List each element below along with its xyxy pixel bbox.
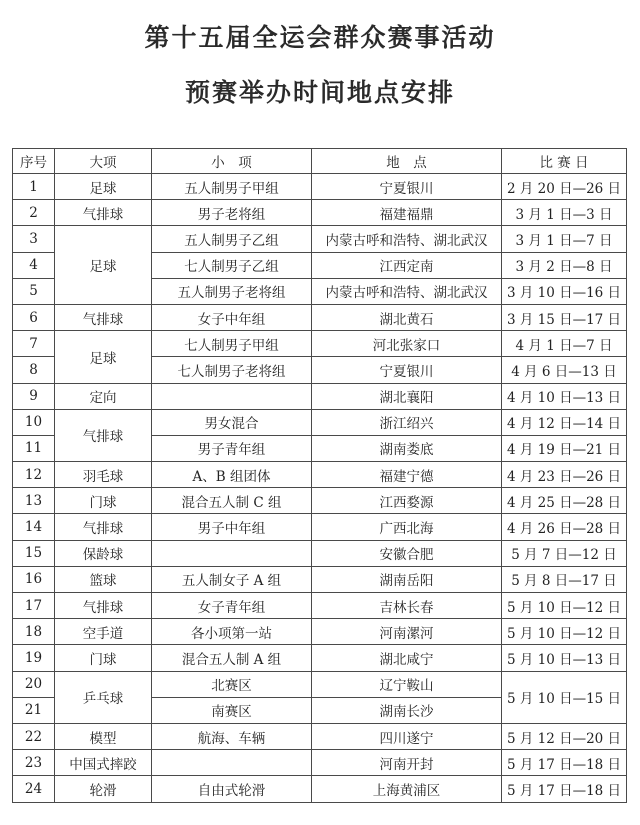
row-number-cell: 20 [13, 671, 55, 697]
location-cell: 湖南长沙 [312, 697, 502, 723]
location-cell: 湖北黄石 [312, 304, 502, 330]
table-row [13, 488, 627, 514]
location-cell: 四川遂宁 [312, 723, 502, 749]
table-row [13, 619, 627, 645]
header-date: 比 赛 日 [502, 149, 627, 174]
schedule-table [12, 148, 627, 803]
date-cell: 3 月 1 日—7 日 [502, 226, 627, 252]
subevent-cell: 混合五人制 C 组 [152, 488, 312, 514]
location-cell: 安徽合肥 [312, 540, 502, 566]
event-cell: 气排球 [55, 304, 152, 330]
subevent-cell: 七人制男子老将组 [152, 357, 312, 383]
subevent-cell: 男女混合 [152, 409, 312, 435]
row-number-cell: 4 [13, 252, 55, 278]
date-cell: 4 月 25 日—28 日 [502, 488, 627, 514]
event-cell: 气排球 [55, 409, 152, 461]
table-row [13, 174, 627, 200]
subevent-cell: 女子中年组 [152, 304, 312, 330]
table-row [13, 540, 627, 566]
subevent-cell: 南赛区 [152, 697, 312, 723]
row-number-cell: 6 [13, 304, 55, 330]
row-number-cell: 12 [13, 462, 55, 488]
location-cell: 湖北咸宁 [312, 645, 502, 671]
location-cell: 浙江绍兴 [312, 409, 502, 435]
location-cell: 广西北海 [312, 514, 502, 540]
location-cell: 江西婺源 [312, 488, 502, 514]
row-number-cell: 2 [13, 200, 55, 226]
location-cell: 吉林长春 [312, 593, 502, 619]
row-number-cell: 5 [13, 278, 55, 304]
date-cell: 4 月 1 日—7 日 [502, 331, 627, 357]
event-cell: 定向 [55, 383, 152, 409]
date-cell: 3 月 10 日—16 日 [502, 278, 627, 304]
row-number-cell: 7 [13, 331, 55, 357]
row-number-cell: 9 [13, 383, 55, 409]
location-cell: 江西定南 [312, 252, 502, 278]
location-cell: 湖南娄底 [312, 435, 502, 461]
event-cell: 乒乓球 [55, 671, 152, 723]
table-row [13, 593, 627, 619]
row-number-cell: 16 [13, 566, 55, 592]
table-body [13, 174, 627, 803]
location-cell: 河南开封 [312, 750, 502, 776]
location-cell: 内蒙古呼和浩特、湖北武汉 [312, 278, 502, 304]
date-cell: 5 月 10 日—12 日 [502, 593, 627, 619]
row-number-cell: 15 [13, 540, 55, 566]
row-number-cell: 18 [13, 619, 55, 645]
subevent-cell: 七人制男子乙组 [152, 252, 312, 278]
date-cell: 5 月 12 日—20 日 [502, 723, 627, 749]
location-cell: 宁夏银川 [312, 357, 502, 383]
subevent-cell: 五人制男子甲组 [152, 174, 312, 200]
date-cell: 4 月 6 日—13 日 [502, 357, 627, 383]
table-row [13, 200, 627, 226]
header-location: 地 点 [312, 149, 502, 174]
subevent-cell: 男子青年组 [152, 435, 312, 461]
location-cell: 上海黄浦区 [312, 776, 502, 802]
row-number-cell: 14 [13, 514, 55, 540]
location-cell: 河南漯河 [312, 619, 502, 645]
header-event: 大项 [55, 149, 152, 174]
row-number-cell: 24 [13, 776, 55, 802]
date-cell: 5 月 10 日—13 日 [502, 645, 627, 671]
row-number-cell: 8 [13, 357, 55, 383]
event-cell: 气排球 [55, 593, 152, 619]
date-cell: 4 月 12 日—14 日 [502, 409, 627, 435]
subevent-cell: 自由式轮滑 [152, 776, 312, 802]
subevent-cell [152, 540, 312, 566]
row-number-cell: 10 [13, 409, 55, 435]
location-cell: 辽宁鞍山 [312, 671, 502, 697]
subevent-cell: 北赛区 [152, 671, 312, 697]
event-cell: 足球 [55, 174, 152, 200]
table-row [13, 776, 627, 802]
header-no: 序号 [13, 149, 55, 174]
event-cell: 篮球 [55, 566, 152, 592]
row-number-cell: 3 [13, 226, 55, 252]
location-cell: 福建宁德 [312, 462, 502, 488]
subevent-cell: 五人制男子乙组 [152, 226, 312, 252]
subevent-cell: A、B 组团体 [152, 462, 312, 488]
location-cell: 河北张家口 [312, 331, 502, 357]
table-row [13, 462, 627, 488]
date-cell: 4 月 19 日—21 日 [502, 435, 627, 461]
event-cell: 门球 [55, 488, 152, 514]
date-cell: 3 月 2 日—8 日 [502, 252, 627, 278]
date-cell: 5 月 10 日—12 日 [502, 619, 627, 645]
subevent-cell: 航海、车辆 [152, 723, 312, 749]
row-number-cell: 1 [13, 174, 55, 200]
subevent-cell: 五人制男子老将组 [152, 278, 312, 304]
table-row [13, 566, 627, 592]
table-row [13, 409, 627, 435]
event-cell: 足球 [55, 331, 152, 383]
date-cell: 2 月 20 日—26 日 [502, 174, 627, 200]
date-cell: 4 月 10 日—13 日 [502, 383, 627, 409]
date-cell: 5 月 8 日—17 日 [502, 566, 627, 592]
date-cell: 5 月 7 日—12 日 [502, 540, 627, 566]
event-cell: 足球 [55, 226, 152, 305]
subevent-cell [152, 750, 312, 776]
event-cell: 模型 [55, 723, 152, 749]
table-row [13, 645, 627, 671]
row-number-cell: 23 [13, 750, 55, 776]
location-cell: 福建福鼎 [312, 200, 502, 226]
event-cell: 空手道 [55, 619, 152, 645]
row-number-cell: 11 [13, 435, 55, 461]
table-header-row [13, 149, 627, 174]
table-row [13, 383, 627, 409]
subevent-cell: 七人制男子甲组 [152, 331, 312, 357]
subevent-cell: 混合五人制 A 组 [152, 645, 312, 671]
subevent-cell [152, 383, 312, 409]
date-cell: 3 月 1 日—3 日 [502, 200, 627, 226]
location-cell: 宁夏银川 [312, 174, 502, 200]
document-subtitle: 预赛举办时间地点安排 [184, 78, 455, 107]
event-cell: 羽毛球 [55, 462, 152, 488]
event-cell: 门球 [55, 645, 152, 671]
event-cell: 轮滑 [55, 776, 152, 802]
table-row [13, 514, 627, 540]
date-cell: 4 月 23 日—26 日 [502, 462, 627, 488]
document-title: 第十五届全运会群众赛事活动 [144, 23, 496, 52]
row-number-cell: 13 [13, 488, 55, 514]
subevent-cell: 女子青年组 [152, 593, 312, 619]
event-cell: 气排球 [55, 514, 152, 540]
subevent-cell: 男子老将组 [152, 200, 312, 226]
event-cell: 中国式摔跤 [55, 750, 152, 776]
table-row [13, 331, 627, 357]
event-cell: 气排球 [55, 200, 152, 226]
subevent-cell: 五人制女子 A 组 [152, 566, 312, 592]
table-row [13, 723, 627, 749]
header-subevent: 小 项 [152, 149, 312, 174]
date-cell: 5 月 17 日—18 日 [502, 750, 627, 776]
table-row [13, 671, 627, 697]
row-number-cell: 22 [13, 723, 55, 749]
event-cell: 保龄球 [55, 540, 152, 566]
location-cell: 内蒙古呼和浩特、湖北武汉 [312, 226, 502, 252]
date-cell: 5 月 17 日—18 日 [502, 776, 627, 802]
subevent-cell: 男子中年组 [152, 514, 312, 540]
location-cell: 湖北襄阳 [312, 383, 502, 409]
table-row [13, 226, 627, 252]
row-number-cell: 17 [13, 593, 55, 619]
date-cell: 4 月 26 日—28 日 [502, 514, 627, 540]
row-number-cell: 19 [13, 645, 55, 671]
subevent-cell: 各小项第一站 [152, 619, 312, 645]
table-row [13, 304, 627, 330]
date-cell: 5 月 10 日—15 日 [502, 671, 627, 723]
row-number-cell: 21 [13, 697, 55, 723]
date-cell: 3 月 15 日—17 日 [502, 304, 627, 330]
location-cell: 湖南岳阳 [312, 566, 502, 592]
table-row [13, 750, 627, 776]
